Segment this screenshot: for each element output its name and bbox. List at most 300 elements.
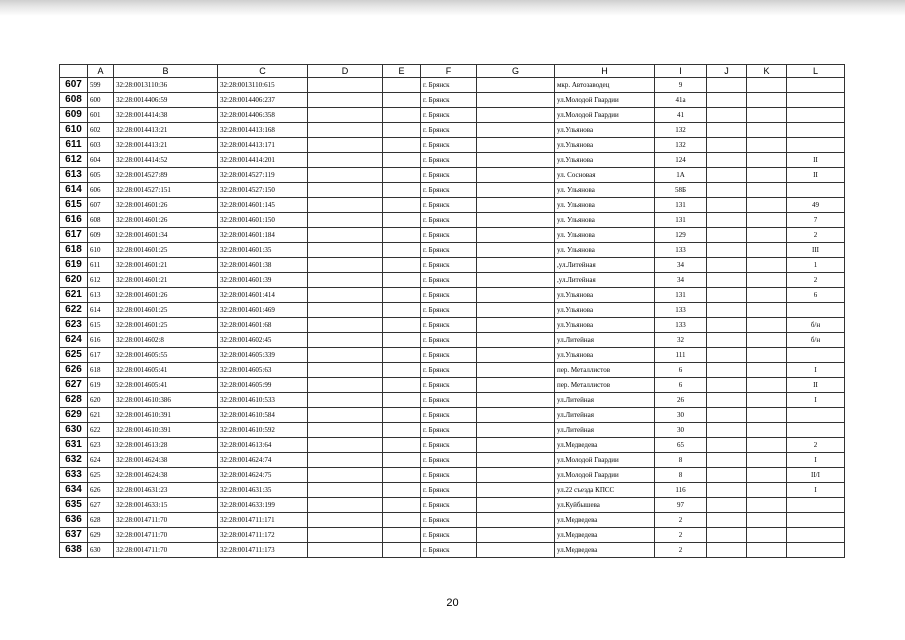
cell-g[interactable]: [477, 453, 555, 468]
cell-l[interactable]: 6: [787, 288, 845, 303]
cell-d[interactable]: [308, 318, 383, 333]
cell-h[interactable]: ул.Медведева: [555, 543, 655, 558]
cell-b[interactable]: 32:28:0014414:38: [114, 108, 218, 123]
cell-h[interactable]: ул.Литейная: [555, 408, 655, 423]
cell-g[interactable]: [477, 378, 555, 393]
cell-d[interactable]: [308, 288, 383, 303]
cell-h[interactable]: ул. Ульянова: [555, 213, 655, 228]
cell-g[interactable]: [477, 348, 555, 363]
cell-k[interactable]: [747, 513, 787, 528]
cell-d[interactable]: [308, 498, 383, 513]
cell-a[interactable]: 624: [88, 453, 114, 468]
cell-c[interactable]: 32:28:0014605:339: [218, 348, 308, 363]
cell-f[interactable]: г. Брянск: [421, 393, 477, 408]
cell-l[interactable]: 2: [787, 438, 845, 453]
cell-h[interactable]: ул.Куйбышева: [555, 498, 655, 513]
cell-j[interactable]: [707, 183, 747, 198]
cell-b[interactable]: 32:28:0013110:36: [114, 78, 218, 93]
cell-f[interactable]: г. Брянск: [421, 303, 477, 318]
cell-f[interactable]: г. Брянск: [421, 408, 477, 423]
cell-l[interactable]: [787, 543, 845, 558]
cell-d[interactable]: [308, 273, 383, 288]
cell-g[interactable]: [477, 153, 555, 168]
cell-g[interactable]: [477, 438, 555, 453]
cell-i[interactable]: 30: [655, 423, 707, 438]
cell-h[interactable]: ул.22 съезда КПСС: [555, 483, 655, 498]
cell-a[interactable]: 627: [88, 498, 114, 513]
cell-j[interactable]: [707, 258, 747, 273]
cell-e[interactable]: [383, 138, 421, 153]
cell-e[interactable]: [383, 513, 421, 528]
column-header-i[interactable]: I: [655, 65, 707, 78]
cell-d[interactable]: [308, 423, 383, 438]
cell-b[interactable]: 32:28:0014631:23: [114, 483, 218, 498]
cell-e[interactable]: [383, 93, 421, 108]
cell-j[interactable]: [707, 153, 747, 168]
cell-c[interactable]: 32:28:0014624:75: [218, 468, 308, 483]
cell-f[interactable]: г. Брянск: [421, 543, 477, 558]
cell-e[interactable]: [383, 483, 421, 498]
cell-c[interactable]: 32:28:0014613:64: [218, 438, 308, 453]
cell-f[interactable]: г. Брянск: [421, 498, 477, 513]
cell-j[interactable]: [707, 273, 747, 288]
cell-g[interactable]: [477, 408, 555, 423]
cell-c[interactable]: 32:28:0014633:199: [218, 498, 308, 513]
cell-f[interactable]: г. Брянск: [421, 453, 477, 468]
cell-h[interactable]: ул.Ульянова: [555, 303, 655, 318]
cell-a[interactable]: 625: [88, 468, 114, 483]
cell-e[interactable]: [383, 228, 421, 243]
cell-d[interactable]: [308, 483, 383, 498]
cell-i[interactable]: 97: [655, 498, 707, 513]
cell-k[interactable]: [747, 108, 787, 123]
cell-b[interactable]: 32:28:0014527:151: [114, 183, 218, 198]
row-number[interactable]: 620: [60, 273, 88, 288]
cell-l[interactable]: II/I: [787, 468, 845, 483]
cell-k[interactable]: [747, 153, 787, 168]
cell-g[interactable]: [477, 288, 555, 303]
cell-g[interactable]: [477, 333, 555, 348]
cell-f[interactable]: г. Брянск: [421, 438, 477, 453]
cell-a[interactable]: 619: [88, 378, 114, 393]
cell-i[interactable]: 124: [655, 153, 707, 168]
cell-h[interactable]: ,ул.Литейная: [555, 258, 655, 273]
cell-g[interactable]: [477, 303, 555, 318]
cell-k[interactable]: [747, 348, 787, 363]
cell-l[interactable]: [787, 93, 845, 108]
cell-k[interactable]: [747, 423, 787, 438]
cell-e[interactable]: [383, 273, 421, 288]
cell-l[interactable]: II: [787, 153, 845, 168]
cell-k[interactable]: [747, 78, 787, 93]
cell-h[interactable]: ул.Ульянова: [555, 348, 655, 363]
cell-a[interactable]: 604: [88, 153, 114, 168]
cell-b[interactable]: 32:28:0014413:21: [114, 123, 218, 138]
cell-b[interactable]: 32:28:0014633:15: [114, 498, 218, 513]
cell-g[interactable]: [477, 513, 555, 528]
cell-a[interactable]: 610: [88, 243, 114, 258]
cell-l[interactable]: 2: [787, 228, 845, 243]
cell-d[interactable]: [308, 183, 383, 198]
cell-f[interactable]: г. Брянск: [421, 318, 477, 333]
cell-i[interactable]: 132: [655, 138, 707, 153]
cell-a[interactable]: 602: [88, 123, 114, 138]
cell-k[interactable]: [747, 198, 787, 213]
cell-i[interactable]: 2: [655, 513, 707, 528]
cell-j[interactable]: [707, 198, 747, 213]
cell-a[interactable]: 600: [88, 93, 114, 108]
row-number[interactable]: 618: [60, 243, 88, 258]
cell-c[interactable]: 32:28:0014601:35: [218, 243, 308, 258]
cell-c[interactable]: 32:28:0014601:39: [218, 273, 308, 288]
cell-b[interactable]: 32:28:0014602:8: [114, 333, 218, 348]
row-number[interactable]: 615: [60, 198, 88, 213]
cell-k[interactable]: [747, 498, 787, 513]
cell-k[interactable]: [747, 168, 787, 183]
cell-i[interactable]: 9: [655, 78, 707, 93]
cell-b[interactable]: 32:28:0014414:52: [114, 153, 218, 168]
cell-b[interactable]: 32:28:0014610:391: [114, 408, 218, 423]
row-number[interactable]: 609: [60, 108, 88, 123]
cell-j[interactable]: [707, 453, 747, 468]
cell-e[interactable]: [383, 438, 421, 453]
cell-i[interactable]: 131: [655, 198, 707, 213]
cell-l[interactable]: III: [787, 243, 845, 258]
cell-b[interactable]: 32:28:0014711:70: [114, 513, 218, 528]
cell-i[interactable]: 6: [655, 363, 707, 378]
cell-a[interactable]: 603: [88, 138, 114, 153]
cell-g[interactable]: [477, 543, 555, 558]
cell-d[interactable]: [308, 543, 383, 558]
cell-g[interactable]: [477, 183, 555, 198]
row-number[interactable]: 630: [60, 423, 88, 438]
cell-c[interactable]: 32:28:0014527:150: [218, 183, 308, 198]
cell-a[interactable]: 617: [88, 348, 114, 363]
cell-j[interactable]: [707, 423, 747, 438]
cell-c[interactable]: 32:28:0014711:172: [218, 528, 308, 543]
cell-a[interactable]: 612: [88, 273, 114, 288]
cell-k[interactable]: [747, 138, 787, 153]
cell-f[interactable]: г. Брянск: [421, 258, 477, 273]
cell-b[interactable]: 32:28:0014601:25: [114, 243, 218, 258]
cell-b[interactable]: 32:28:0014601:26: [114, 198, 218, 213]
row-number[interactable]: 627: [60, 378, 88, 393]
cell-d[interactable]: [308, 513, 383, 528]
cell-d[interactable]: [308, 363, 383, 378]
cell-i[interactable]: 34: [655, 258, 707, 273]
cell-c[interactable]: 32:28:0014610:592: [218, 423, 308, 438]
cell-l[interactable]: II: [787, 378, 845, 393]
cell-i[interactable]: 129: [655, 228, 707, 243]
cell-h[interactable]: ул.Литейная: [555, 393, 655, 408]
cell-f[interactable]: г. Брянск: [421, 483, 477, 498]
cell-e[interactable]: [383, 453, 421, 468]
cell-i[interactable]: 131: [655, 288, 707, 303]
cell-a[interactable]: 623: [88, 438, 114, 453]
cell-d[interactable]: [308, 408, 383, 423]
cell-a[interactable]: 629: [88, 528, 114, 543]
cell-c[interactable]: 32:28:0014414:201: [218, 153, 308, 168]
column-header-j[interactable]: J: [707, 65, 747, 78]
cell-i[interactable]: 133: [655, 303, 707, 318]
cell-h[interactable]: ул. Ульянова: [555, 198, 655, 213]
cell-d[interactable]: [308, 333, 383, 348]
cell-j[interactable]: [707, 93, 747, 108]
corner-header[interactable]: [60, 65, 88, 78]
cell-d[interactable]: [308, 228, 383, 243]
cell-h[interactable]: ул. Ульянова: [555, 228, 655, 243]
cell-j[interactable]: [707, 168, 747, 183]
cell-l[interactable]: [787, 423, 845, 438]
column-header-h[interactable]: H: [555, 65, 655, 78]
cell-a[interactable]: 608: [88, 213, 114, 228]
cell-l[interactable]: [787, 138, 845, 153]
cell-h[interactable]: ул. Сосновая: [555, 168, 655, 183]
cell-f[interactable]: г. Брянск: [421, 138, 477, 153]
cell-b[interactable]: 32:28:0014601:21: [114, 258, 218, 273]
cell-e[interactable]: [383, 78, 421, 93]
cell-j[interactable]: [707, 138, 747, 153]
cell-e[interactable]: [383, 168, 421, 183]
cell-i[interactable]: 116: [655, 483, 707, 498]
cell-c[interactable]: 32:28:0014413:171: [218, 138, 308, 153]
cell-f[interactable]: г. Брянск: [421, 168, 477, 183]
cell-f[interactable]: г. Брянск: [421, 528, 477, 543]
cell-f[interactable]: г. Брянск: [421, 288, 477, 303]
cell-l[interactable]: I: [787, 483, 845, 498]
row-number[interactable]: 612: [60, 153, 88, 168]
cell-a[interactable]: 613: [88, 288, 114, 303]
cell-b[interactable]: 32:28:0014605:41: [114, 363, 218, 378]
cell-h[interactable]: ул.Молодой Гвардии: [555, 108, 655, 123]
cell-g[interactable]: [477, 318, 555, 333]
cell-c[interactable]: 32:28:0014601:184: [218, 228, 308, 243]
row-number[interactable]: 610: [60, 123, 88, 138]
cell-f[interactable]: г. Брянск: [421, 348, 477, 363]
cell-g[interactable]: [477, 138, 555, 153]
cell-k[interactable]: [747, 273, 787, 288]
cell-d[interactable]: [308, 213, 383, 228]
cell-h[interactable]: ул. Ульянова: [555, 183, 655, 198]
cell-i[interactable]: 58Б: [655, 183, 707, 198]
cell-f[interactable]: г. Брянск: [421, 78, 477, 93]
row-number[interactable]: 622: [60, 303, 88, 318]
cell-a[interactable]: 618: [88, 363, 114, 378]
cell-i[interactable]: 2: [655, 543, 707, 558]
cell-b[interactable]: 32:28:0014601:25: [114, 303, 218, 318]
cell-i[interactable]: 8: [655, 453, 707, 468]
cell-b[interactable]: 32:28:0014711:70: [114, 543, 218, 558]
cell-e[interactable]: [383, 153, 421, 168]
cell-l[interactable]: 49: [787, 198, 845, 213]
cell-h[interactable]: ул.Молодой Гвардии: [555, 468, 655, 483]
cell-j[interactable]: [707, 243, 747, 258]
cell-g[interactable]: [477, 258, 555, 273]
cell-i[interactable]: 41: [655, 108, 707, 123]
cell-j[interactable]: [707, 468, 747, 483]
cell-a[interactable]: 615: [88, 318, 114, 333]
cell-g[interactable]: [477, 393, 555, 408]
cell-g[interactable]: [477, 168, 555, 183]
cell-j[interactable]: [707, 288, 747, 303]
cell-c[interactable]: 32:28:0014610:533: [218, 393, 308, 408]
cell-j[interactable]: [707, 528, 747, 543]
cell-d[interactable]: [308, 393, 383, 408]
cell-c[interactable]: 32:28:0014624:74: [218, 453, 308, 468]
cell-e[interactable]: [383, 108, 421, 123]
cell-b[interactable]: 32:28:0014601:25: [114, 318, 218, 333]
cell-l[interactable]: б/н: [787, 318, 845, 333]
row-number[interactable]: 633: [60, 468, 88, 483]
cell-d[interactable]: [308, 93, 383, 108]
cell-e[interactable]: [383, 303, 421, 318]
cell-i[interactable]: 30: [655, 408, 707, 423]
cell-d[interactable]: [308, 348, 383, 363]
cell-h[interactable]: ул.Ульянова: [555, 123, 655, 138]
cell-a[interactable]: 616: [88, 333, 114, 348]
cell-f[interactable]: г. Брянск: [421, 378, 477, 393]
cell-c[interactable]: 32:28:0014601:414: [218, 288, 308, 303]
cell-k[interactable]: [747, 318, 787, 333]
cell-e[interactable]: [383, 123, 421, 138]
cell-j[interactable]: [707, 303, 747, 318]
cell-k[interactable]: [747, 213, 787, 228]
cell-c[interactable]: 32:28:0014527:119: [218, 168, 308, 183]
cell-c[interactable]: 32:28:0014605:99: [218, 378, 308, 393]
row-number[interactable]: 628: [60, 393, 88, 408]
cell-e[interactable]: [383, 333, 421, 348]
cell-h[interactable]: ул.Молодой Гвардии: [555, 453, 655, 468]
cell-h[interactable]: ул.Литейная: [555, 333, 655, 348]
row-number[interactable]: 608: [60, 93, 88, 108]
row-number[interactable]: 619: [60, 258, 88, 273]
cell-d[interactable]: [308, 123, 383, 138]
cell-e[interactable]: [383, 183, 421, 198]
cell-j[interactable]: [707, 543, 747, 558]
cell-i[interactable]: 65: [655, 438, 707, 453]
cell-k[interactable]: [747, 483, 787, 498]
cell-i[interactable]: 1А: [655, 168, 707, 183]
cell-a[interactable]: 599: [88, 78, 114, 93]
cell-l[interactable]: [787, 408, 845, 423]
cell-b[interactable]: 32:28:0014605:55: [114, 348, 218, 363]
cell-l[interactable]: [787, 513, 845, 528]
column-header-k[interactable]: K: [747, 65, 787, 78]
row-number[interactable]: 624: [60, 333, 88, 348]
cell-k[interactable]: [747, 228, 787, 243]
cell-b[interactable]: 32:28:0014711:70: [114, 528, 218, 543]
column-header-c[interactable]: C: [218, 65, 308, 78]
cell-e[interactable]: [383, 213, 421, 228]
cell-d[interactable]: [308, 303, 383, 318]
cell-e[interactable]: [383, 258, 421, 273]
cell-b[interactable]: 32:28:0014601:26: [114, 213, 218, 228]
cell-i[interactable]: 26: [655, 393, 707, 408]
cell-k[interactable]: [747, 243, 787, 258]
cell-j[interactable]: [707, 483, 747, 498]
cell-l[interactable]: 2: [787, 273, 845, 288]
cell-e[interactable]: [383, 348, 421, 363]
cell-k[interactable]: [747, 378, 787, 393]
cell-e[interactable]: [383, 468, 421, 483]
row-number[interactable]: 621: [60, 288, 88, 303]
cell-d[interactable]: [308, 468, 383, 483]
cell-d[interactable]: [308, 453, 383, 468]
cell-c[interactable]: 32:28:0014406:237: [218, 93, 308, 108]
row-number[interactable]: 607: [60, 78, 88, 93]
cell-a[interactable]: 626: [88, 483, 114, 498]
cell-l[interactable]: [787, 498, 845, 513]
cell-h[interactable]: ул.Медведева: [555, 438, 655, 453]
cell-i[interactable]: 133: [655, 318, 707, 333]
cell-a[interactable]: 621: [88, 408, 114, 423]
cell-l[interactable]: II: [787, 168, 845, 183]
cell-k[interactable]: [747, 543, 787, 558]
cell-j[interactable]: [707, 123, 747, 138]
cell-f[interactable]: г. Брянск: [421, 363, 477, 378]
cell-k[interactable]: [747, 528, 787, 543]
cell-f[interactable]: г. Брянск: [421, 123, 477, 138]
row-number[interactable]: 632: [60, 453, 88, 468]
cell-c[interactable]: 32:28:0014601:68: [218, 318, 308, 333]
cell-i[interactable]: 132: [655, 123, 707, 138]
cell-a[interactable]: 605: [88, 168, 114, 183]
cell-i[interactable]: 8: [655, 468, 707, 483]
cell-a[interactable]: 607: [88, 198, 114, 213]
cell-j[interactable]: [707, 333, 747, 348]
cell-l[interactable]: [787, 78, 845, 93]
row-number[interactable]: 629: [60, 408, 88, 423]
cell-h[interactable]: ул.Медведева: [555, 528, 655, 543]
cell-e[interactable]: [383, 423, 421, 438]
cell-d[interactable]: [308, 198, 383, 213]
cell-h[interactable]: ул.Ульянова: [555, 318, 655, 333]
cell-j[interactable]: [707, 213, 747, 228]
column-header-l[interactable]: L: [787, 65, 845, 78]
cell-g[interactable]: [477, 528, 555, 543]
cell-a[interactable]: 601: [88, 108, 114, 123]
cell-h[interactable]: ул.Литейная: [555, 423, 655, 438]
row-number[interactable]: 635: [60, 498, 88, 513]
cell-j[interactable]: [707, 393, 747, 408]
cell-j[interactable]: [707, 378, 747, 393]
cell-g[interactable]: [477, 483, 555, 498]
cell-i[interactable]: 41а: [655, 93, 707, 108]
cell-d[interactable]: [308, 153, 383, 168]
cell-l[interactable]: б/н: [787, 333, 845, 348]
cell-k[interactable]: [747, 363, 787, 378]
cell-h[interactable]: пер. Металлистов: [555, 363, 655, 378]
cell-c[interactable]: 32:28:0013110:615: [218, 78, 308, 93]
cell-h[interactable]: пер. Металлистов: [555, 378, 655, 393]
cell-k[interactable]: [747, 438, 787, 453]
cell-e[interactable]: [383, 393, 421, 408]
cell-c[interactable]: 32:28:0014711:173: [218, 543, 308, 558]
row-number[interactable]: 636: [60, 513, 88, 528]
cell-a[interactable]: 620: [88, 393, 114, 408]
cell-f[interactable]: г. Брянск: [421, 423, 477, 438]
cell-j[interactable]: [707, 408, 747, 423]
cell-h[interactable]: ул. Ульянова: [555, 243, 655, 258]
cell-a[interactable]: 628: [88, 513, 114, 528]
cell-b[interactable]: 32:28:0014610:386: [114, 393, 218, 408]
cell-h[interactable]: ул.Молодой Гвардии: [555, 93, 655, 108]
cell-c[interactable]: 32:28:0014601:38: [218, 258, 308, 273]
cell-k[interactable]: [747, 393, 787, 408]
row-number[interactable]: 625: [60, 348, 88, 363]
cell-b[interactable]: 32:28:0014601:34: [114, 228, 218, 243]
cell-h[interactable]: ул.Ульянова: [555, 138, 655, 153]
